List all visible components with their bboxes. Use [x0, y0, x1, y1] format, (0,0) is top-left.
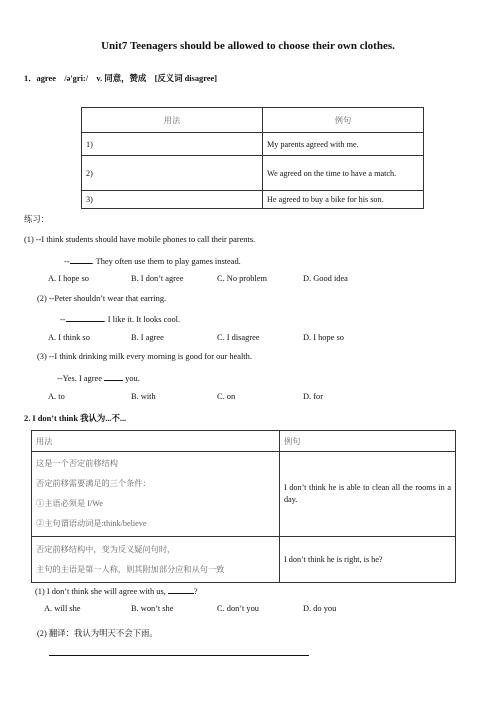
example-cell: We agreed on the time to have a match.: [263, 156, 424, 191]
table-header-example: 例句: [263, 108, 424, 133]
dialog-text: you.: [123, 374, 140, 383]
option-d[interactable]: D. I hope so: [303, 333, 344, 342]
dialog-dash: --: [60, 315, 66, 324]
question-1-line2: [64, 255, 241, 266]
option-c[interactable]: C. on: [217, 392, 236, 401]
question-text: ?: [193, 587, 198, 596]
option-b[interactable]: B. with: [131, 392, 156, 401]
table-row: [82, 156, 424, 191]
dialog-text: --Yes. I agree: [57, 374, 105, 383]
option-c[interactable]: C. I disagree: [217, 333, 260, 342]
answer-blank[interactable]: [104, 372, 123, 381]
usage-cell: 2): [82, 156, 263, 191]
question-3-line2: [57, 372, 140, 383]
practice-label: 练习：: [24, 215, 50, 224]
usage-line: 这是一个否定前移结构: [36, 459, 118, 468]
usage-line: ①主语必须是 I/We: [36, 499, 103, 508]
example-cell: My parents agreed with me.: [263, 133, 424, 156]
option-a[interactable]: A. I hope so: [48, 274, 89, 283]
example-cell: I don’t think he is right, is he?: [280, 537, 456, 583]
option-b[interactable]: B. won’t she: [131, 604, 174, 613]
usage-cell: [32, 452, 280, 537]
usage-cell: 1): [82, 133, 263, 156]
option-a[interactable]: A. I think so: [48, 333, 90, 342]
option-a[interactable]: A. will she: [44, 604, 81, 613]
usage-cell: 3): [82, 191, 263, 209]
answer-blank[interactable]: [168, 585, 194, 594]
option-d[interactable]: D. do you: [303, 604, 337, 613]
dialog-text: . I like it. It looks cool.: [103, 315, 181, 324]
page-title: Unit7 Teenagers should be allowed to choose their own clothes.: [101, 40, 395, 52]
table-header-usage: 用法: [82, 108, 263, 133]
question-2-line2: [60, 313, 180, 324]
question-2-prompt: (2) --Peter shouldn’t wear that earring.: [37, 294, 167, 303]
example-cell: I don’t think he is able to clean all the rooms in a day.: [280, 452, 456, 537]
option-c[interactable]: C. don’t you: [217, 604, 259, 613]
usage-line: 主句的主语是第一人称，则其附加部分应和从句一致: [36, 564, 225, 574]
answer-line[interactable]: [49, 655, 309, 656]
question-3-prompt: (3) --I think drinking milk every morning is good for our health.: [37, 352, 252, 361]
section-2-question-2: (2) 翻译：我认为明天不会下雨。: [37, 629, 158, 638]
table-header-example: 例句: [280, 431, 456, 452]
question-1-prompt: (1) --I think students should have mobile phones to call their parents.: [24, 235, 256, 244]
agree-usage-table: [81, 107, 424, 209]
question-text: (1) I don’t think she will agree with us,: [35, 587, 168, 596]
usage-line: 否定前移结构中，变为反义疑问句时，: [36, 544, 176, 554]
usage-line: ②主句谓语动词是:think/believe: [36, 519, 147, 528]
table-row: [32, 452, 456, 537]
option-b[interactable]: B. I agree: [131, 333, 164, 342]
option-d[interactable]: D. Good idea: [303, 274, 348, 283]
dialog-text: . They often use them to play games instead.: [91, 257, 241, 266]
section-1-heading: 1．agree /ə'gri:/ v. 同意，赞成 [反义词 disagree]: [24, 74, 217, 83]
usage-cell: [32, 537, 280, 583]
table-header-usage: 用法: [32, 431, 280, 452]
answer-blank[interactable]: [70, 255, 92, 264]
option-d[interactable]: D. for: [303, 392, 324, 401]
table-row: [32, 537, 456, 583]
option-c[interactable]: C. No problem: [217, 274, 268, 283]
section-2-question-1: [35, 585, 198, 596]
option-a[interactable]: A. to: [48, 392, 65, 401]
option-b[interactable]: B. I don’t agree: [131, 274, 184, 283]
answer-blank[interactable]: [66, 313, 104, 322]
section-2-heading: 2. I don’t think 我认为...不...: [24, 414, 127, 423]
i-dont-think-table: [31, 430, 456, 583]
dialog-dash: --: [64, 257, 70, 266]
usage-line: 否定前移需要满足的三个条件：: [36, 479, 151, 488]
table-row: [82, 191, 424, 209]
table-row: [82, 133, 424, 156]
example-cell: He agreed to buy a bike for his son.: [263, 191, 424, 209]
